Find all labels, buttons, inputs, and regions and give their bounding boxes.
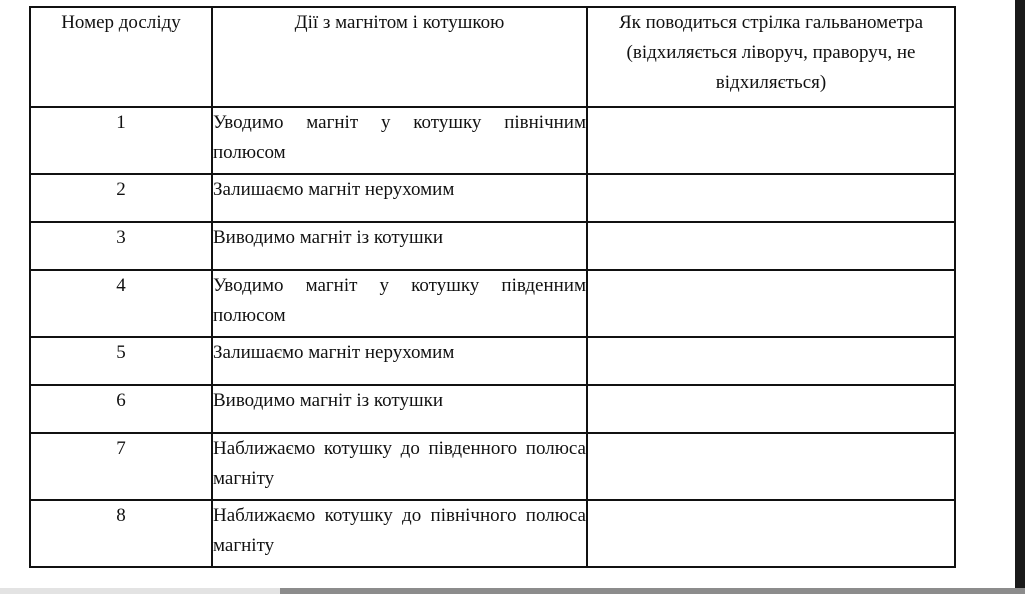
table-row (30, 222, 955, 270)
row-number: 8 (30, 500, 212, 567)
row-action: Наближаємо котушку до південного полюса магніту (212, 433, 587, 500)
row-number: 7 (30, 433, 212, 500)
header-actions: Дії з магнітом і котушкою (212, 7, 587, 107)
row-answer-cell[interactable] (587, 433, 955, 500)
row-action: Виводимо магніт із котушки (212, 385, 587, 433)
row-action: Уводимо магніт у котушку південним полюсом (212, 270, 587, 337)
horizontal-scrollbar[interactable] (0, 588, 1025, 594)
row-answer-cell[interactable] (587, 270, 955, 337)
row-action: Наближаємо котушку до північного полюса магніту (212, 500, 587, 567)
row-number: 5 (30, 337, 212, 385)
row-action: Уводимо магніт у котушку північним полюсом (212, 107, 587, 174)
table-row (30, 500, 955, 567)
header-galvanometer-needle: Як поводиться стрілка гальванометра (відхиляється ліворуч, праворуч, не відхиляється) (587, 7, 955, 107)
row-action: Залишаємо магніт нерухомим (212, 174, 587, 222)
row-action: Виводимо магніт із котушки (212, 222, 587, 270)
row-answer-cell[interactable] (587, 500, 955, 567)
table-row (30, 174, 955, 222)
table-row (30, 433, 955, 500)
table-header-row (30, 7, 955, 107)
experiment-table (29, 6, 956, 568)
table-row (30, 107, 955, 174)
row-number: 2 (30, 174, 212, 222)
row-answer-cell[interactable] (587, 385, 955, 433)
header-experiment-number: Номер досліду (30, 7, 212, 107)
row-answer-cell[interactable] (587, 174, 955, 222)
row-number: 1 (30, 107, 212, 174)
screen-edge-border (1015, 0, 1025, 594)
table-row (30, 270, 955, 337)
table-row (30, 337, 955, 385)
row-answer-cell[interactable] (587, 107, 955, 174)
row-number: 3 (30, 222, 212, 270)
row-answer-cell[interactable] (587, 222, 955, 270)
row-action: Залишаємо магніт нерухомим (212, 337, 587, 385)
table-row (30, 385, 955, 433)
row-number: 6 (30, 385, 212, 433)
row-answer-cell[interactable] (587, 337, 955, 385)
row-number: 4 (30, 270, 212, 337)
